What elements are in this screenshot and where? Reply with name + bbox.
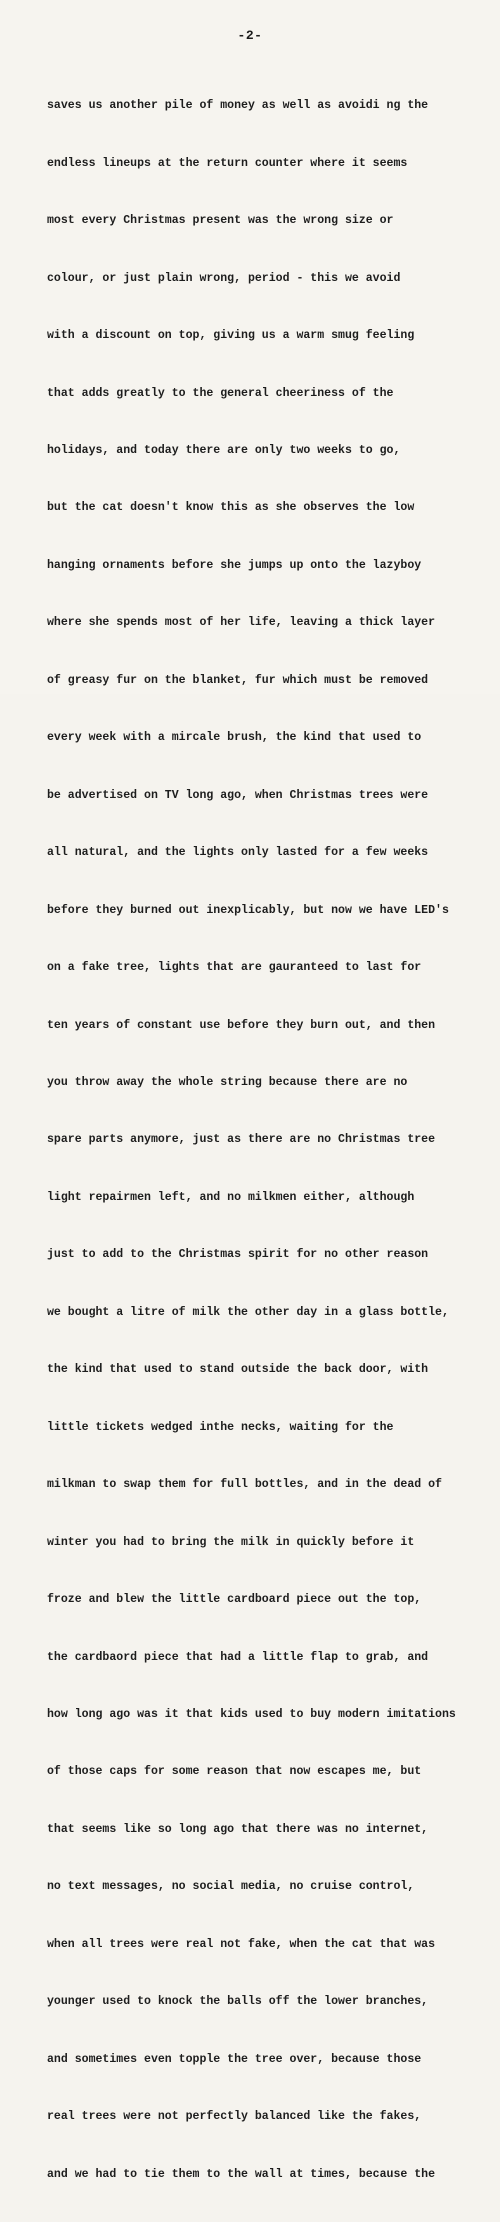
- text-line: saves us another pile of money as well as avoidi ng the: [47, 99, 429, 113]
- text-line: hanging ornaments before she jumps up onto the lazyboy: [47, 558, 422, 572]
- text-line: winter you had to bring the milk in quickly before it: [47, 1535, 415, 1549]
- text-line: that adds greatly to the general cheeriness of the: [47, 386, 394, 400]
- text-line: endless lineups at the return counter where it seems: [47, 156, 408, 170]
- page-number: -2-: [237, 28, 263, 43]
- text-line: before they burned out inexplicably, but now we have LED's: [47, 903, 449, 917]
- text-line: ten years of constant use before they burn out, and then: [47, 1018, 436, 1032]
- text-line: most every Christmas present was the wrong size or: [47, 214, 394, 228]
- text-line: spare parts anymore, just as there are no Christmas tree: [47, 1133, 436, 1147]
- text-line: the cardbaord piece that had a little flap to grab, and: [47, 1650, 429, 1664]
- text-line: no text messages, no social media, no cruise control,: [47, 1880, 415, 1894]
- text-line: on a fake tree, lights that are gauranteed to last for: [47, 961, 422, 975]
- text-line: that seems like so long ago that there was no internet,: [47, 1822, 429, 1836]
- text-line: you throw away the whole string because there are no: [47, 1076, 408, 1090]
- text-line: colour, or just plain wrong, period - this we avoid: [47, 271, 401, 285]
- text-line: every week with a mircale brush, the kind that used to: [47, 731, 422, 745]
- text-line: and we had to tie them to the wall at times, because the: [47, 2167, 436, 2181]
- body-text: [47, 58, 467, 2222]
- text-line: real trees were not perfectly balanced like the fakes,: [47, 2110, 422, 2124]
- text-line: of greasy fur on the blanket, fur which must be removed: [47, 673, 429, 687]
- text-line: how long ago was it that kids used to buy modern imitations: [47, 1708, 456, 1721]
- text-line: with a discount on top, giving us a warm smug feeling: [47, 329, 415, 343]
- text-line: little tickets wedged inthe necks, waiting for the: [47, 1420, 394, 1434]
- text-line: younger used to knock the balls off the lower branches,: [47, 1995, 429, 2009]
- text-line: but the cat doesn't know this as she observes the low: [47, 501, 415, 515]
- text-line: milkman to swap them for full bottles, and in the dead of: [47, 1478, 442, 1492]
- text-line: when all trees were real not fake, when the cat that was: [47, 1937, 436, 1951]
- text-line: all natural, and the lights only lasted for a few weeks: [47, 846, 429, 860]
- text-line: froze and blew the little cardboard piece out the top,: [47, 1593, 422, 1607]
- text-line: light repairmen left, and no milkmen either, although: [47, 1190, 415, 1204]
- text-line: holidays, and today there are only two weeks to go,: [47, 444, 401, 458]
- text-line: of those caps for some reason that now escapes me, but: [47, 1765, 422, 1779]
- text-line: be advertised on TV long ago, when Christmas trees were: [47, 788, 429, 802]
- text-line: just to add to the Christmas spirit for no other reason: [47, 1248, 429, 1262]
- text-line: we bought a litre of milk the other day in a glass bottle,: [47, 1305, 449, 1319]
- text-line: and sometimes even topple the tree over, because those: [47, 2052, 422, 2066]
- text-line: the kind that used to stand outside the back door, with: [47, 1363, 429, 1377]
- text-line: where she spends most of her life, leaving a thick layer: [47, 616, 436, 630]
